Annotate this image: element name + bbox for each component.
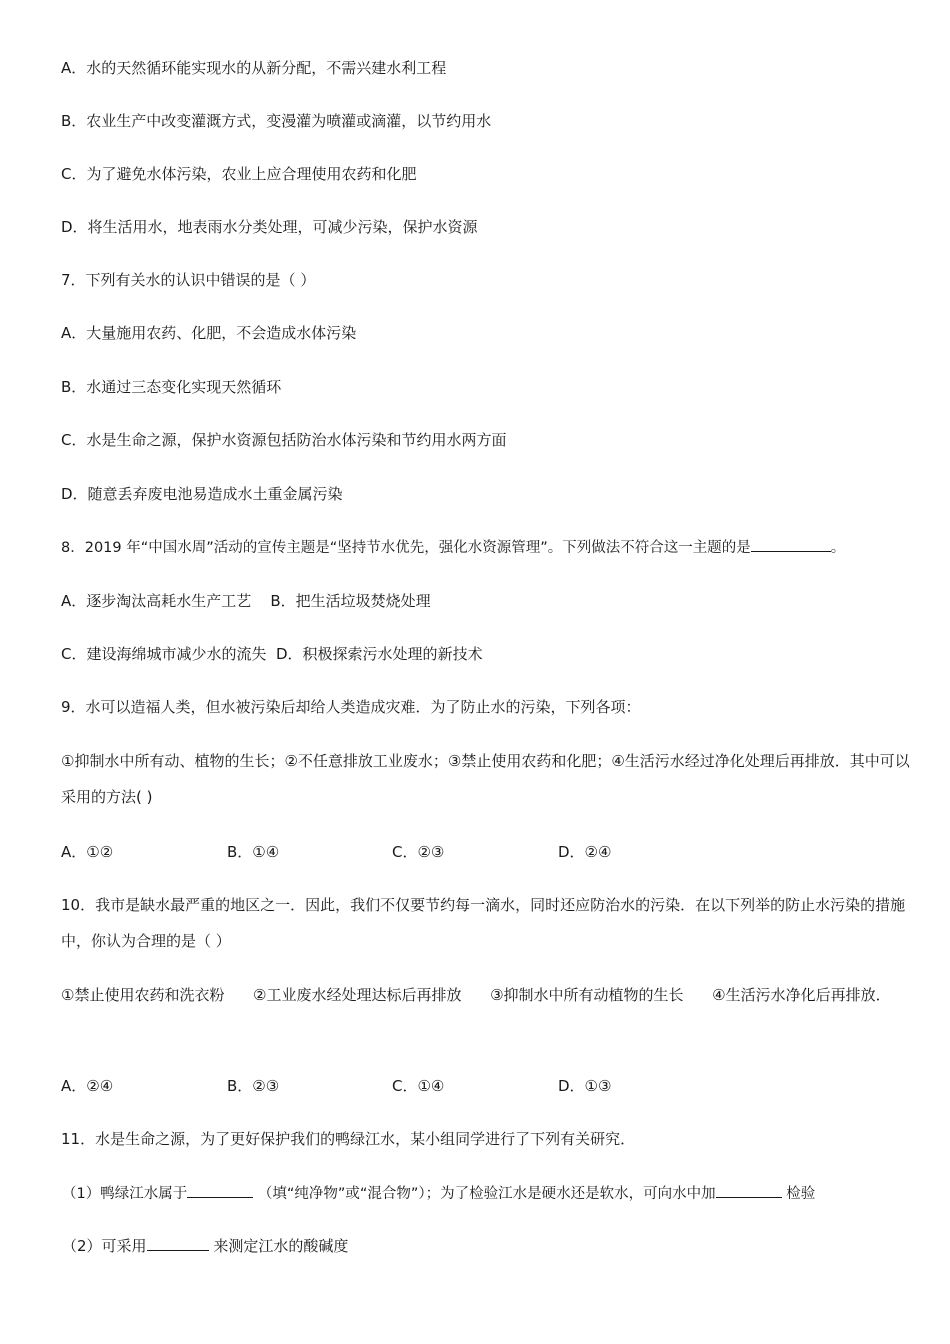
- q9-option-b: B．①④: [227, 843, 280, 861]
- q9-option-c: C．②③: [392, 843, 445, 861]
- q9-items: ①抑制水中所有动、植物的生长；②不任意排放工业废水；③禁止使用农药和化肥；④生活污水经过净化处理后再排放．其中可以采用的方法( ): [61, 752, 910, 806]
- q9-option-d: D．②④: [558, 843, 612, 861]
- q6-option-a: A．水的天然循环能实现水的从新分配，不需兴建水利工程: [61, 59, 447, 77]
- q11-part-1-text-c: 检验: [786, 1186, 816, 1202]
- q8-options-row-1: A．逐步淘汰高耗水生产工艺 B．把生活垃圾焚烧处理: [61, 592, 431, 610]
- q11-part-2-blank[interactable]: [147, 1236, 209, 1251]
- q11-part-1-text-b: （填“纯净物”或“混合物”）；为了检验江水是硬水还是软水，可向水中加: [257, 1186, 716, 1202]
- q8-stem-end: 。: [830, 540, 846, 556]
- q11-part-2: [62, 1236, 348, 1256]
- q8-options-row-2: C．建设海绵城市减少水的流失 D．积极探索污水处理的新技术: [61, 645, 483, 663]
- q9-option-a: A．①②: [61, 843, 114, 861]
- q10-option-b: B．②③: [227, 1077, 280, 1095]
- q11-part-2-text-b: 来测定江水的酸碱度: [213, 1237, 349, 1255]
- q7-option-d: D．随意丢弃废电池易造成水土重金属污染: [61, 485, 343, 503]
- q7-option-c: C．水是生命之源，保护水资源包括防治水体污染和节约用水两方面: [61, 431, 507, 449]
- q8-stem-line: [61, 537, 845, 558]
- q6-option-b: B．农业生产中改变灌溉方式，变漫灌为喷灌或滴灌，以节约用水: [61, 112, 492, 130]
- q6-option-c: C．为了避免水体污染，农业上应合理使用农药和化肥: [61, 165, 417, 183]
- q11-stem: 11．水是生命之源，为了更好保护我们的鸭绿江水，某小组同学进行了下列有关研究．: [61, 1130, 636, 1148]
- q11-part-1: [62, 1183, 815, 1204]
- q8-answer-blank[interactable]: [751, 537, 831, 552]
- q10-option-c: C．①④: [392, 1077, 445, 1095]
- q10-option-d: D．①③: [558, 1077, 612, 1095]
- q9-stem: 9．水可以造福人类，但水被污染后却给人类造成灾难．为了防止水的污染，下列各项：: [61, 698, 641, 716]
- q10-items: ①禁止使用农药和洗衣粉 ②工业废水经处理达标后再排放 ③抑制水中所有动植物的生长 ④生活污水净化后再排放．: [61, 986, 891, 1004]
- q7-option-b: B．水通过三态变化实现天然循环: [61, 378, 282, 396]
- q11-part-1-blank-2[interactable]: [716, 1183, 782, 1198]
- q6-option-d: D．将生活用水，地表雨水分类处理，可减少污染，保护水资源: [61, 218, 478, 236]
- q7-stem: 7．下列有关水的认识中错误的是（ ）: [61, 271, 316, 289]
- q10-stem: 10．我市是缺水最严重的地区之一．因此，我们不仅要节约每一滴水，同时还应防治水的污染．在以下列举的防止水污染的措施中，你认为合理的是（ ）: [61, 896, 906, 950]
- q8-stem: 8．2019 年“中国水周”活动的宣传主题是“坚持节水优先，强化水资源管理”。下列做法不符合这一主题的是: [61, 540, 751, 556]
- q11-part-1-text-a: （1）鸭绿江水属于: [62, 1186, 188, 1202]
- q7-option-a: A．大量施用农药、化肥，不会造成水体污染: [61, 324, 357, 342]
- q10-option-a: A．②④: [61, 1077, 114, 1095]
- q11-part-2-text-a: （2）可采用: [62, 1237, 147, 1255]
- q11-part-1-blank-1[interactable]: [187, 1183, 253, 1198]
